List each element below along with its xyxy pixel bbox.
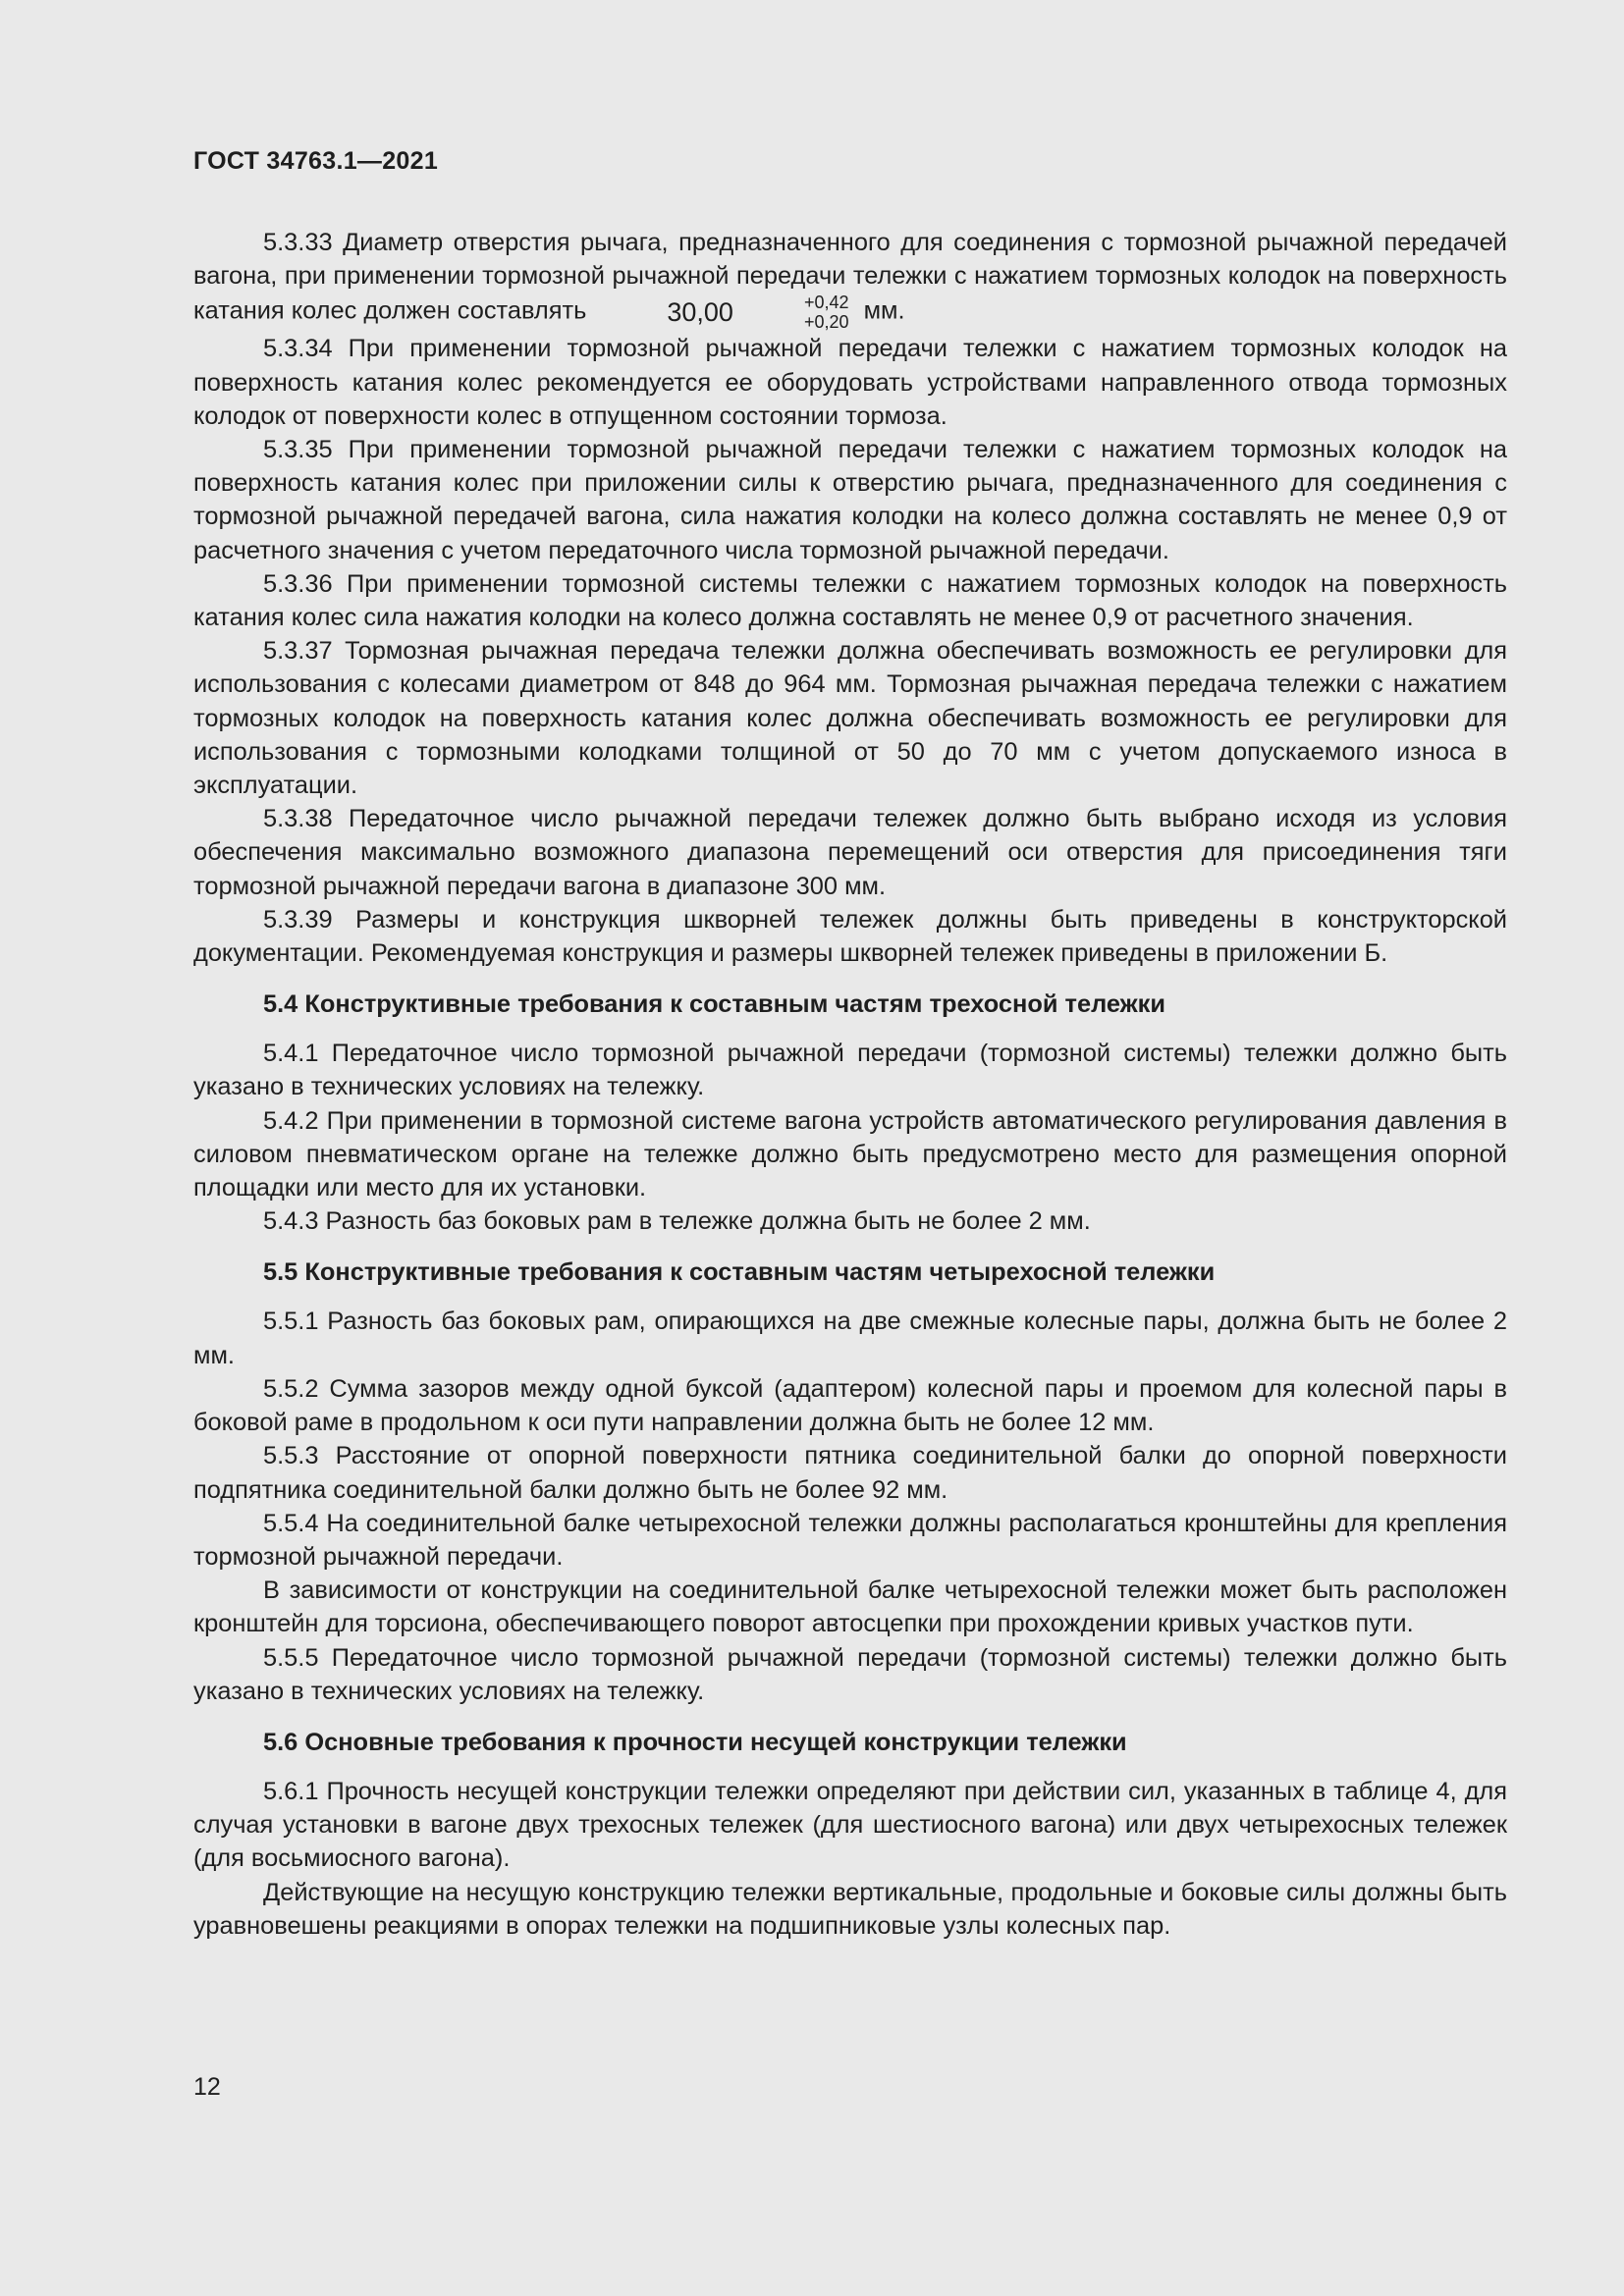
- paragraph-5-4-1: 5.4.1 Передаточное число тормозной рычажной передачи (тормозной системы) тележки должно быть указано в технических условиях на тележку.: [193, 1040, 1507, 1101]
- unit-label: мм.: [863, 297, 905, 326]
- paragraph-5-3-35: 5.3.35 При применении тормозной рычажной передачи тележки с нажатием тормозных колодок на поверхность катания колес при приложении силы к отверстию рычага, предназначенного для соединения с тормозной рычажной передачей вагона, сила нажатия колодки на колесо должна составлять не менее 0,9 от расчетного значения с учетом передаточного числа тормозной рычажной передачи.: [193, 436, 1507, 564]
- paragraph-5-3-38: 5.3.38 Передаточное число рычажной передачи тележек должно быть выбрано исходя из условия обеспечения максимально возможного диапазона перемещений оси отверстия для присоединения тяги тормозной рычажной передачи вагона в диапазоне 300 мм.: [193, 805, 1507, 900]
- page-number: 12: [193, 2073, 221, 2101]
- paragraph-5-3-39: 5.3.39 Размеры и конструкция шкворней тележек должны быть приведены в конструкторской документации. Рекомендуемая конструкция и размеры шкворней тележек приведены в приложении Б.: [193, 905, 1507, 968]
- paragraph-5-3-34: 5.3.34 При применении тормозной рычажной передачи тележки с нажатием тормозных колодок на поверхность катания колес рекомендуется ее оборудовать устройствами направленного отвода тормозных колодок от поверхности колес в отпущенном состоянии тормоза.: [193, 335, 1507, 430]
- paragraph-5-5-4-continuation: В зависимости от конструкции на соединительной балке четырехосной тележки может быть расположен кронштейн для торсиона, обеспечивающего поворот автосцепки при прохождении кривых участков пути.: [193, 1576, 1507, 1638]
- paragraph-5-5-5: 5.5.5 Передаточное число тормозной рычажной передачи (тормозной системы) тележки должно быть указано в технических условиях на тележку.: [193, 1643, 1507, 1705]
- section-title-5-6: 5.6 Основные требования к прочности несущей конструкции тележки: [263, 1728, 1127, 1756]
- paragraph-5-5-3: 5.5.3 Расстояние от опорной поверхности пятника соединительной балки до опорной поверхности подпятника соединительной балки должно быть не более 92 мм.: [193, 1442, 1507, 1504]
- paragraph-5-6-1: 5.6.1 Прочность несущей конструкции тележки определяют при действии сил, указанных в таблице 4, для случая установки в вагоне двух трехосных тележек (для шестиосного вагона) или двух четырехосных тележек (для восьмиосного вагона).: [193, 1777, 1507, 1873]
- document-header: ГОСТ 34763.1—2021: [193, 147, 439, 175]
- paragraph-5-4-3: 5.4.3 Разность баз боковых рам в тележке должна быть не более 2 мм.: [263, 1207, 1091, 1236]
- document-body: [193, 226, 1507, 1943]
- paragraph-5-3-37: 5.3.37 Тормозная рычажная передача тележки должна обеспечивать возможность ее регулировки для использования с колесами диаметром от 848 до 964 мм. Тормозная рычажная передача тележки с нажатием тормозных колодок на поверхность катания колес должна обеспечивать возможность ее регулировки для использования с тормозными колодками толщиной от 50 до 70 мм с учетом допускаемого износа в эксплуатации.: [193, 637, 1507, 800]
- paragraph-5-5-2: 5.5.2 Сумма зазоров между одной буксой (адаптером) колесной пары и проемом для колесной пары в боковой раме в продольном к оси пути направлении должна быть не более 12 мм.: [193, 1374, 1507, 1437]
- paragraph-5-5-1: 5.5.1 Разность баз боковых рам, опирающихся на две смежные колесные пары, должна быть не более 2 мм.: [193, 1308, 1507, 1369]
- paragraph-5-3-36: 5.3.36 При применении тормозной системы тележки с нажатием тормозных колодок на поверхность катания колес сила нажатия колодки на колесо должна составлять не менее 0,9 от расчетного значения.: [193, 569, 1507, 632]
- formula-lower-deviation: +0,20: [803, 312, 849, 333]
- paragraph-5-3-33: [193, 226, 1507, 332]
- paragraph-text: 5.3.33 Диаметр отверстия рычага, предназначенного для соединения с тормозной рычажной передачей вагона, при применении тормозной рычажной передачи тележки с нажатием тормозных колодок на поверхность катания колес должен составлять: [193, 229, 1507, 326]
- formula-base: 30,00: [667, 297, 733, 328]
- section-title-5-4: 5.4 Конструктивные требования к составным частям трехосной тележки: [263, 990, 1165, 1019]
- paragraph-5-6-1-continuation: Действующие на несущую конструкцию тележки вертикальные, продольные и боковые силы должны быть уравновешены реакциями в опорах тележки на подшипниковые узлы колесных пар.: [193, 1878, 1507, 1940]
- paragraph-5-4-2: 5.4.2 При применении в тормозной системе вагона устройств автоматического регулирования давления в силовом пневматическом органе на тележке должно быть предусмотрено место для размещения опорной площадки или место для их установки.: [193, 1106, 1507, 1202]
- formula-upper-deviation: +0,42: [803, 293, 849, 313]
- paragraph-5-5-4: 5.5.4 На соединительной балке четырехосной тележки должны располагаться кронштейны для крепления тормозной рычажной передачи.: [193, 1509, 1507, 1571]
- formula-tolerance: [734, 293, 849, 332]
- tolerance-formula: [597, 293, 848, 332]
- section-title-5-5: 5.5 Конструктивные требования к составным частям четырехосной тележки: [263, 1258, 1216, 1287]
